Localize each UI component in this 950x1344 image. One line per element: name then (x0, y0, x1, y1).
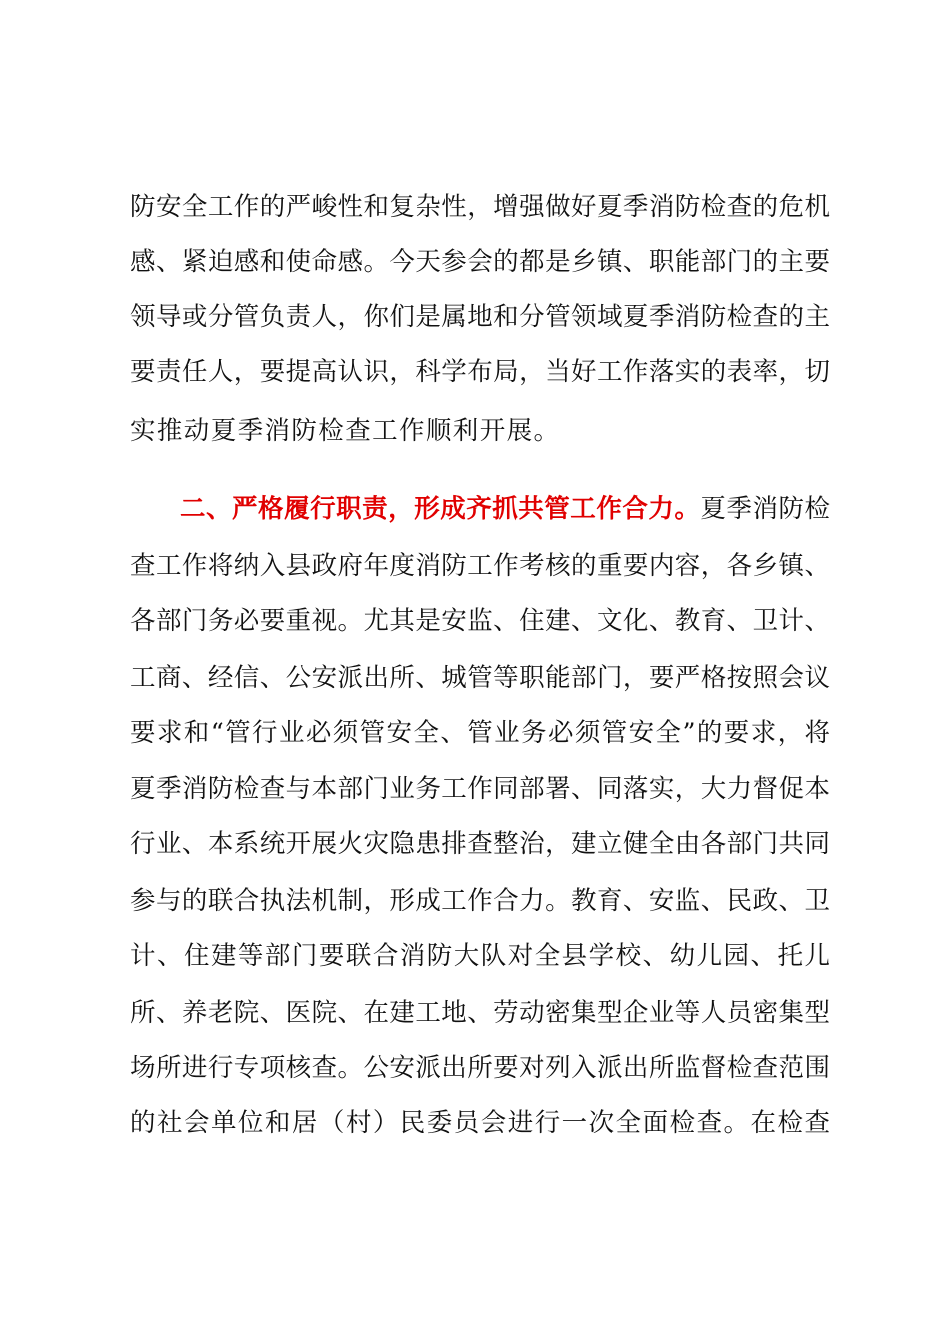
section-heading: 二、严格履行职责，形成齐抓共管工作合力。 (180, 494, 701, 524)
paragraph2-line-9: 计、住建等部门要联合消防大队对全县学校、幼儿园、托儿 (130, 941, 830, 971)
section-heading-continuation: 夏季消防检 (700, 494, 830, 524)
paragraph1-line-4: 要责任人，要提高认识，科学布局，当好工作落实的表率，切 (130, 357, 830, 387)
paragraph1-line-2: 感、紧迫感和使命感。今天参会的都是乡镇、职能部门的主要 (130, 247, 830, 277)
paragraph1-line-1: 防安全工作的严峻性和复杂性，增强做好夏季消防检查的危机 (130, 192, 830, 222)
paragraph2-line-1 (180, 489, 830, 529)
paragraph2-line-5: 要求和“管行业必须管安全、管业务必须管安全”的要求，将 (130, 718, 830, 748)
paragraph2-line-7: 行业、本系统开展火灾隐患排查整治，建立健全由各部门共同 (130, 829, 830, 859)
paragraph2-line-10: 所、养老院、医院、在建工地、劳动密集型企业等人员密集型 (130, 998, 830, 1028)
paragraph2-line-4: 工商、经信、公安派出所、城管等职能部门，要严格按照会议 (130, 663, 830, 693)
paragraph1-line-5: 实推动夏季消防检查工作顺利开展。 (130, 416, 561, 446)
paragraph2-line-12: 的社会单位和居（村）民委员会进行一次全面检查。在检查 (130, 1108, 830, 1138)
paragraph1-line-3: 领导或分管负责人，你们是属地和分管领域夏季消防检查的主 (130, 302, 830, 332)
paragraph2-line-11: 场所进行专项核查。公安派出所要对列入派出所监督检查范围 (130, 1053, 830, 1083)
paragraph2-line-3: 各部门务必要重视。尤其是安监、住建、文化、教育、卫计、 (130, 606, 830, 636)
paragraph2-line-6: 夏季消防检查与本部门业务工作同部署、同落实，大力督促本 (130, 774, 830, 804)
paragraph2-line-2: 查工作将纳入县政府年度消防工作考核的重要内容，各乡镇、 (130, 551, 830, 581)
paragraph2-line-8: 参与的联合执法机制，形成工作合力。教育、安监、民政、卫 (130, 886, 830, 916)
